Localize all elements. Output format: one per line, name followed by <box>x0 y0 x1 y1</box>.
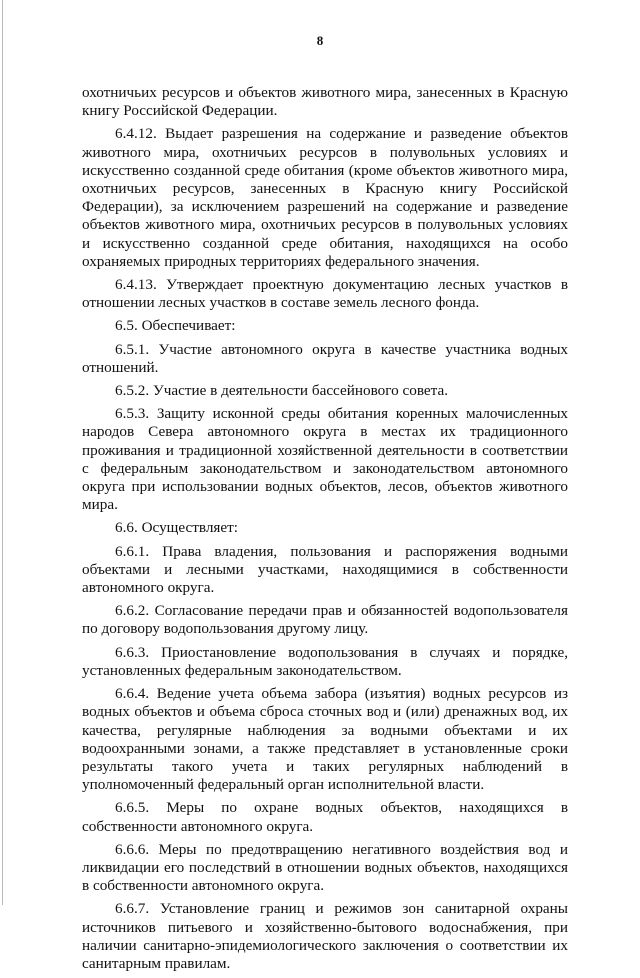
paragraph-6-5: 6.5. Обеспечивает: <box>115 317 236 335</box>
scan-edge-line <box>2 0 3 905</box>
paragraph-6-6: 6.6. Осуществляет: <box>115 519 239 537</box>
document-body <box>82 84 568 978</box>
paragraph-6-4-12: 6.4.12. Выдает разрешения на содержание и разведение объектов животного мира, охотничьих ресурсов в полувольных условиях и искусственно созданной среде обитания (кроме объектов животного мира, охотничьих ресурсов, занесенных в Красную книгу Российской Федерации), за исключением разрешений на содержание и разведение объектов животного мира, охотничьих ресурсов в полувольных условиях и искусственно созданной среде обитания, находящихся на особо охраняемых природных территориях федерального значения. <box>82 125 568 270</box>
paragraph-6-5-2: 6.5.2. Участие в деятельности бассейнового совета. <box>115 382 448 400</box>
page-number: 8 <box>316 33 324 48</box>
paragraph-6-4-13: 6.4.13. Утверждает проектную документацию лесных участков в отношении лесных участков в составе земель лесного фонда. <box>82 276 568 312</box>
paragraph-6-6-6: 6.6.6. Меры по предотвращению негативного воздействия вод и ликвидации его последствий в отношении водных объектов, находящихся в собственности автономного округа. <box>82 840 568 895</box>
paragraph-6-6-5: 6.6.5. Меры по охране водных объектов, находящихся в собственности автономного округа. <box>82 799 568 835</box>
paragraph-6-6-2: 6.6.2. Согласование передачи прав и обязанностей водопользователя по договору водопользования другому лицу. <box>82 602 568 638</box>
paragraph-6-6-7: 6.6.7. Установление границ и режимов зон санитарной охраны источников питьевого и хозяйственно-бытового водоснабжения, при наличии санитарно-эпидемиологического заключения о соответствии их санитарным правилам. <box>82 900 568 972</box>
paragraph-6-6-1: 6.6.1. Права владения, пользования и распоряжения водными объектами и лесными участками, находящимися в собственности автономного округа. <box>82 542 568 597</box>
paragraph-6-6-4: 6.6.4. Ведение учета объема забора (изъятия) водных ресурсов из водных объектов и объема сброса сточных вод и (или) дренажных вод, их качества, регулярные наблюдения за водными объектами и их водоохранными зонами, а также представляет в установленные сроки результаты такого учета и таких регулярных наблюдений в уполномоченный федеральный орган исполнительной власти. <box>82 685 568 794</box>
paragraph-6-6-3: 6.6.3. Приостановление водопользования в случаях и порядке, установленных федеральным законодательством. <box>82 643 568 679</box>
paragraph-6-5-3: 6.5.3. Защиту исконной среды обитания коренных малочисленных народов Севера автономного округа в местах их традиционного проживания и традиционной хозяйственной деятельности в соответствии с федеральным законодательством и законодательством автономного округа при использовании водных объектов, лесов, объектов животного мира. <box>82 405 568 514</box>
paragraph-continuation: охотничьих ресурсов и объектов животного мира, занесенных в Красную книгу Российской Федерации. <box>82 84 568 120</box>
paragraph-6-5-1: 6.5.1. Участие автономного округа в качестве участника водных отношений. <box>82 340 568 376</box>
